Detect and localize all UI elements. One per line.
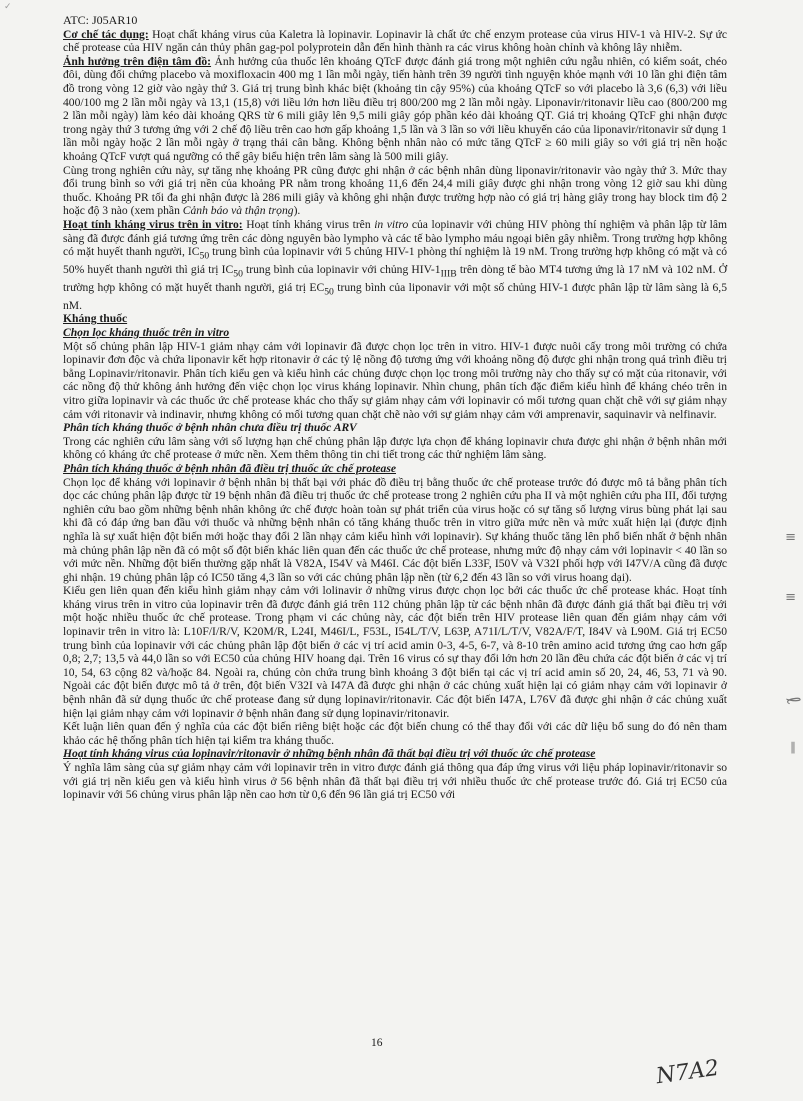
invitro-text-e: trên dòng tế bào MT4 tương ứng là 17 nM và 102 nM. Ở trường hợp không có mặt huyết thanh người, giá trị EC: [63, 263, 727, 294]
activity-failed-text: Ý nghĩa lâm sàng của sự giảm nhạy cảm với lopinavir trên in vitro được đánh giá thông qua đáp ứng virus với liệu pháp lopinavir/ritonavir so với giá trị nền kiểu gen và kiểu hình virus ở 56 bệnh nhân đã thất bại điều trị với nhiều thuốc ức chế protease trước đó. Giá trị EC50 của lopinavir với 56 chủng virus phân lập nền cao hơn từ 0,6 đến 96 lần giá trị EC50 với: [63, 761, 727, 802]
activity-failed-heading: Hoạt tính kháng virus của lopinavir/ritonavir ở những bệnh nhân đã thất bại điều trị với thuốc ức chế protease: [63, 747, 596, 761]
subscript: 50: [199, 250, 210, 262]
invitro-text-italic: in vitro: [374, 217, 409, 231]
ecg-paragraph-2: [63, 164, 727, 218]
invitro-text-d: trung bình của lopinavir với chủng HIV-1: [242, 263, 441, 276]
page-number: 16: [371, 1037, 383, 1049]
ecg-paragraph: [63, 55, 727, 164]
margin-mark: ℓ: [781, 693, 803, 708]
mechanism-heading: Cơ chế tác dụng:: [63, 27, 149, 41]
selection-invitro-text: Một số chủng phân lập HIV-1 giảm nhạy cảm với lopinavir đã được chọn lọc trên in vitro. HIV-1 được nuôi cấy trong môi trường có chứa lopinavir đơn độc và chứa liponavir kết hợp ritonavir ở các tỷ lệ nồng độ tương ứng với khoảng nồng độ được ghi nhận trong quá trình điều trị bằng Lopinavir/ritonavir. Phân tích kiểu gen và kiểu hình các chủng được chọn lọc trong môi trường này cho thấy sự có mặt của ritonavir, với các nồng độ thử không ảnh hưởng đến việc chọn lọc virus kháng lopinavir. Nhìn chung, phân tích đặc điểm kiểu hình để kháng chéo trên in vitro giữa lopinavir và các thuốc ức chế protease khác cho thấy sự giảm nhạy cảm với lopinavir có mối tương quan chặt chẽ với sự giảm nhạy cảm với ritonavir và indinavir, nhưng không có mối tương quan chặt chẽ nào với sự giảm nhạy cảm với amprenavir, saquinavir và nelfinavir.: [63, 339, 727, 421]
resistance-heading: Kháng thuốc: [63, 312, 128, 326]
ecg-heading: Ảnh hưởng trên điện tâm đồ:: [63, 54, 212, 68]
naive-patients-text: Trong các nghiên cứu lâm sàng với số lượng hạn chế chủng phân lập được lựa chọn để kháng lopinavir chưa được ghi nhận ở bệnh nhân mới không có kháng ức chế protease ở mức nền. Xem thêm thông tin chi tiết trong các thử nghiệm lâm sàng.: [63, 434, 727, 462]
margin-mark: ≡: [785, 530, 796, 545]
invitro-heading: Hoạt tính kháng virus trên in vitro:: [63, 217, 243, 231]
margin-mark: ∥: [790, 740, 796, 754]
invitro-text-f: trung bình của liponavir với một số chủng HIV-1 được phân lập từ lâm sàng là 6,5 nM.: [63, 280, 727, 312]
invitro-text-c: trung bình của lopinavir với 5 chủng HIV-1 phòng thí nghiệm là 19 nM. Trong trường hợp không có mặt và có 50% huyết thanh người thì giá trị IC: [63, 245, 728, 276]
invitro-paragraph: [63, 218, 727, 313]
selection-invitro-heading: Chọn lọc kháng thuốc trên in vitro: [63, 326, 230, 339]
naive-patients-heading: Phân tích kháng thuốc ở bệnh nhân chưa điều trị thuốc ARV: [63, 421, 357, 435]
handwritten-signature: N7A2: [654, 1055, 721, 1090]
mechanism-text: Hoạt chất kháng virus của Kaletra là lopinavir. Lopinavir là chất ức chế enzym protease của virus HIV-1 và HIV-2. Sự ức chế protease của HIV ngăn cản thủy phân gag-pol polyprotein dẫn đến hình thành ra các virus không hoàn chỉnh và không lây nhiễm.: [63, 27, 727, 55]
ecg-text-2-end: ).: [293, 204, 301, 218]
ecg-text: Ảnh hưởng của thuốc lên khoảng QTcF được đánh giá trong một nghiên cứu ngẫu nhiên, có kiểm soát, chéo đôi, dùng đối chứng placebo và moxifloxacin 400 mg 1 lần mỗi ngày, tiến hành trên 39 người tình nguyện khỏe mạnh với 10 lần ghi điện tâm đồ trong vòng 12 giờ vào ngày thứ 3. Giá trị trung bình khác biệt (khoảng tin cậy 95%) của khoảng QTcF so với placebo là 3,6 (6,3) với liều 400/100 mg 2 lần mỗi ngày và 13,1 (15,8) với liều lớn hơn liều điều trị 800/200 mg 2 lần mỗi ngày. Liponavir/ritonavir liều cao (800/200 mg 2 lần mỗi ngày) làm kéo dài khoảng QRS từ 6 mili giây lên 9,5 mili giây góp phần kéo dài khoảng QT. Giá trị khoảng QTcF ghi nhận được trong ngày thứ 3 tương ứng với 2 chế độ liều trên cao hơn gấp khoảng 1,5 lần và 3 lần so với liều khuyến cáo của liponavir/ritonavir sử dụng 1 lần mỗi ngày hoặc 2 lần mỗi ngày ở trạng thái cân bằng. Không bệnh nhân nào có mức tăng QTcF ≥ 60 mili giây so với giá trị nền hoặc khoảng QTcF vượt quá ngưỡng có thể gây biểu hiện trên lâm sàng là 500 mili giây.: [63, 54, 727, 163]
treated-patients-text-3: Kết luận liên quan đến ý nghĩa của các đột biến riêng biệt hoặc các đột biến chung có thể thay đổi với các dữ liệu bổ sung do đó nên tham khảo các hệ thống phân tích hiện tại kiểm tra kháng thuốc.: [63, 720, 727, 747]
ecg-crossref: Cảnh báo và thận trọng: [182, 204, 294, 218]
treated-patients-text-2: Kiểu gen liên quan đến kiểu hình giảm nhạy cảm với lolinavir ở những virus được chọn lọc bởi các thuốc ức chế protease khác. Hoạt tính kháng virus trên in vitro của lopinavir trên đã được đánh giá trên 112 chủng phân lập từ các bệnh nhân đã được đánh giá thất bại điều trị với một hoặc nhiều thuốc ức chế protease. Trong phạm vi các chủng này, các đột biến trên HIV protease liên quan đến giảm nhạy cảm với lopinavir trên in vitro là: L10F/I/R/V, K20M/R, L24I, M46I/L, F53L, I54L/T/V, L63P, A71I/L/T/V, V82A/F/T, I84V và L90M. Giá trị EC50 trung bình của lopinavir với các chủng phân lập đột biến ở các vị trí acid amin 0-3, 4-5, 6-7, và 8-10 trên amino acid tương ứng cao hơn gấp 0,8; 2,7; 13,5 và 44,0 lần so với EC50 của chủng HIV hoang dại. Trên 16 virus có sự thay đổi lớn hơn 20 lần đều chứa các đột biến ở các vị trí 10, 54, 63 cộng 82 và/hoặc 84. Ngoài ra, chúng còn chứa trung bình khoảng 3 đột biến tại các vị trí acid amin số 20, 24, 46, 53, 71 và 90. Ngoài các đột biến được mô tả ở trên, đột biến V32I và I47A đã được ghi nhận ở các chủng xuất hiện lại có giảm nhạy cảm với lopinavir ở bệnh nhân đã sử dụng thuốc ức chế protease đang sử dụng lopinavir/ritonavir. Các đột biến I47A, L76V đã được ghi nhận ở các chủng xuất hiện lại giảm nhạy cảm với lopinavir ở bệnh nhân đang sử dụng lopinavir/ritonavir.: [63, 584, 727, 720]
invitro-text-b: của lopinavir với chủng HIV phòng thí nghiệm và phân lập từ lâm sàng đã được đánh giá tương ứng trên các dòng nguyên bào lympho và các tế bào lympho máu ngoại biên gây nhiễm. Trong trường hợp không có mặt huyết thanh người, IC: [63, 217, 727, 259]
margin-mark: ≡: [785, 590, 796, 605]
mechanism-paragraph: [63, 28, 727, 55]
document-body: [63, 14, 727, 802]
subscript: 50: [324, 286, 334, 298]
corner-mark: ✓: [4, 2, 12, 12]
treated-patients-heading: Phân tích kháng thuốc ở bệnh nhân đã điều trị thuốc ức chế protease: [63, 461, 397, 475]
subscript: IIIB: [440, 268, 457, 280]
treated-patients-text-1: Chọn lọc để kháng với lopinavir ở bệnh nhân bị thất bại với phác đồ điều trị bằng thuốc ức chế protease trước đó được mô tả bằng phân tích dọc các chủng phân lập được từ 19 bệnh nhân đã điều trị thuốc ức chế protease trong 2 nghiên cứu pha II và một nghiên cứu pha III, đối tượng nghiên cứu bao gồm những bệnh nhân không ức chế được hoàn toàn sự phát triển của virus hoặc có sự tăng số lượng virus bùng phát lại sau khi đã có đáp ứng ban đầu với thuốc và những bệnh nhân có tăng kháng thuốc trên in vitro giữa mức nền và mức xuất hiện lại (được định nghĩa là sự xuất hiện đột biến mới hoặc thay đổi 2 lần nhạy cảm kiểu hình với lopinavir). Sự kháng thuốc tăng lên phổ biến nhất ở bệnh nhân mà chủng phân lập nền đã có một số đột biến khác liên quan đến các thuốc ức chế protease, nhưng mức độ nhạy cảm với lopinavir < 40 lần so với mức nền. Những đột biến thường gặp nhất là V82A, I54V và M46I. Các đột biến L33F, I50V và V32I phối hợp với I47V/A cũng đã được ghi nhận. 19 chủng phân lập có IC50 tăng 4,3 lần so với các chủng phân lập nền (từ 6,2 đến 43 lần so với virus hoang dại).: [63, 475, 727, 584]
subscript: 50: [233, 268, 243, 280]
ecg-text-2: Cùng trong nghiên cứu này, sự tăng nhẹ khoảng PR cũng được ghi nhận ở các bệnh nhân dùng liponavir/ritonavir vào ngày thứ 3. Mức thay đổi trung bình so với giá trị nền của khoảng PR nằm trong khoảng 11,6 đến 24,4 mili giây được ghi nhận trong vòng 12 giờ sau khi dùng thuốc. Khoảng PR tối đa ghi nhận được là 286 mili giây và không ghi nhận được trường hợp nào có giá trị hàng giây trong hay block tim độ 2 hoặc độ 3 nào (xem phần: [63, 163, 727, 218]
atc-code: ATC: J05AR10: [63, 13, 138, 27]
invitro-text-a: Hoạt tính kháng virus trên: [242, 217, 375, 231]
